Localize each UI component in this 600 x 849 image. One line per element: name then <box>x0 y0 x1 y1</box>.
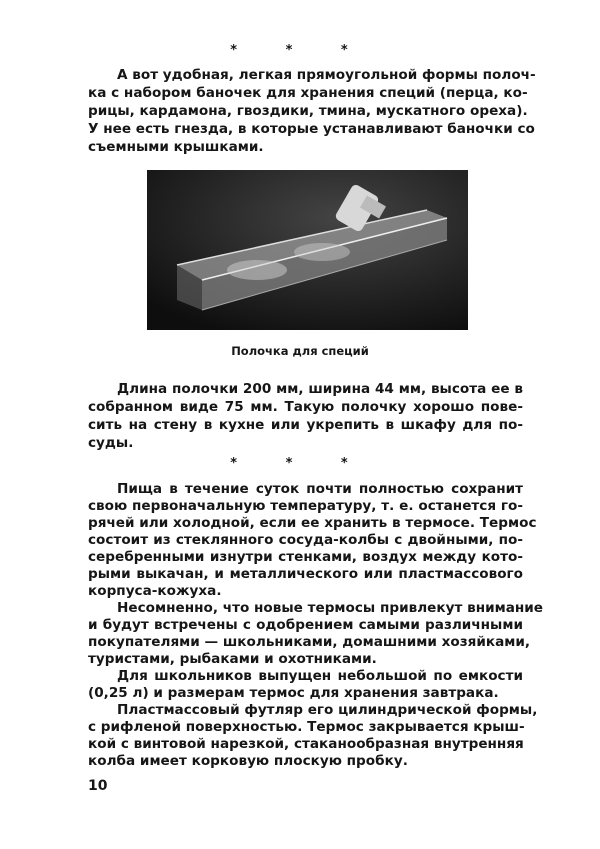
thermos-section <box>88 481 544 770</box>
figure-caption: Полочка для специй <box>231 344 369 358</box>
paragraph-shelf-dimensions <box>88 380 523 452</box>
text-line: свою первоначальную температуру, т. е. останется го- <box>88 498 523 514</box>
text-line: рыми выкачан, и металлического или пластмассового <box>88 566 523 582</box>
text-line: собранном виде 75 мм. Такую полочку хорошо пове- <box>88 399 523 415</box>
text-line: (0,25 л) и размерам термос для хранения завтрака. <box>88 685 499 701</box>
section-separator: * * * <box>230 456 370 471</box>
text-line: и будут встречены с одобрением самыми различными <box>88 617 523 633</box>
paragraph-spice-shelf <box>88 66 536 156</box>
spice-shelf-photo <box>147 170 468 330</box>
text-line: корпуса-кожуха. <box>88 583 222 599</box>
text-line: Несомненно, что новые термосы привлекут внимание <box>117 600 544 616</box>
text-line: рячей или холодной, если ее хранить в термосе. Термос <box>88 515 537 531</box>
text-line: сить на стену в кухне или укрепить в шкафу для по- <box>88 417 523 433</box>
text-line: с рифленой поверхностью. Термос закрывается крыш- <box>88 719 525 735</box>
text-line: ка с набором баночек для хранения специй (перца, ко- <box>88 85 528 101</box>
text-line: А вот удобная, легкая прямоугольной формы полоч- <box>117 67 536 83</box>
text-line: кой с винтовой нарезкой, стаканообразная внутренняя <box>88 736 524 752</box>
text-line: колба имеет корковую плоскую пробку. <box>88 753 408 769</box>
text-line: Пища в течение суток почти полностью сохранит <box>117 481 523 497</box>
section-separator: * * * <box>230 43 370 58</box>
text-line: суды. <box>88 435 134 451</box>
text-line: Длина полочки 200 мм, ширина 44 мм, высота ее в <box>117 381 523 397</box>
text-line: Для школьников выпущен небольшой по емкости <box>117 668 523 684</box>
text-line: Пластмассовый футляр его цилиндрической формы, <box>117 702 538 718</box>
text-line: покупателями — школьниками, домашними хозяйками, <box>88 634 531 650</box>
page-number: 10 <box>88 778 108 794</box>
text-line: съемными крышками. <box>88 139 264 155</box>
text-line: состоит из стеклянного сосуда-колбы с двойными, по- <box>88 532 523 548</box>
text-line: рицы, кардамона, гвоздики, тмина, мускатного ореха). <box>88 103 528 119</box>
text-line: У нее есть гнезда, в которые устанавливают баночки со <box>88 121 535 137</box>
text-line: серебренными изнутри стенками, воздух между кото- <box>88 549 523 565</box>
text-line: туристами, рыбаками и охотниками. <box>88 651 377 667</box>
